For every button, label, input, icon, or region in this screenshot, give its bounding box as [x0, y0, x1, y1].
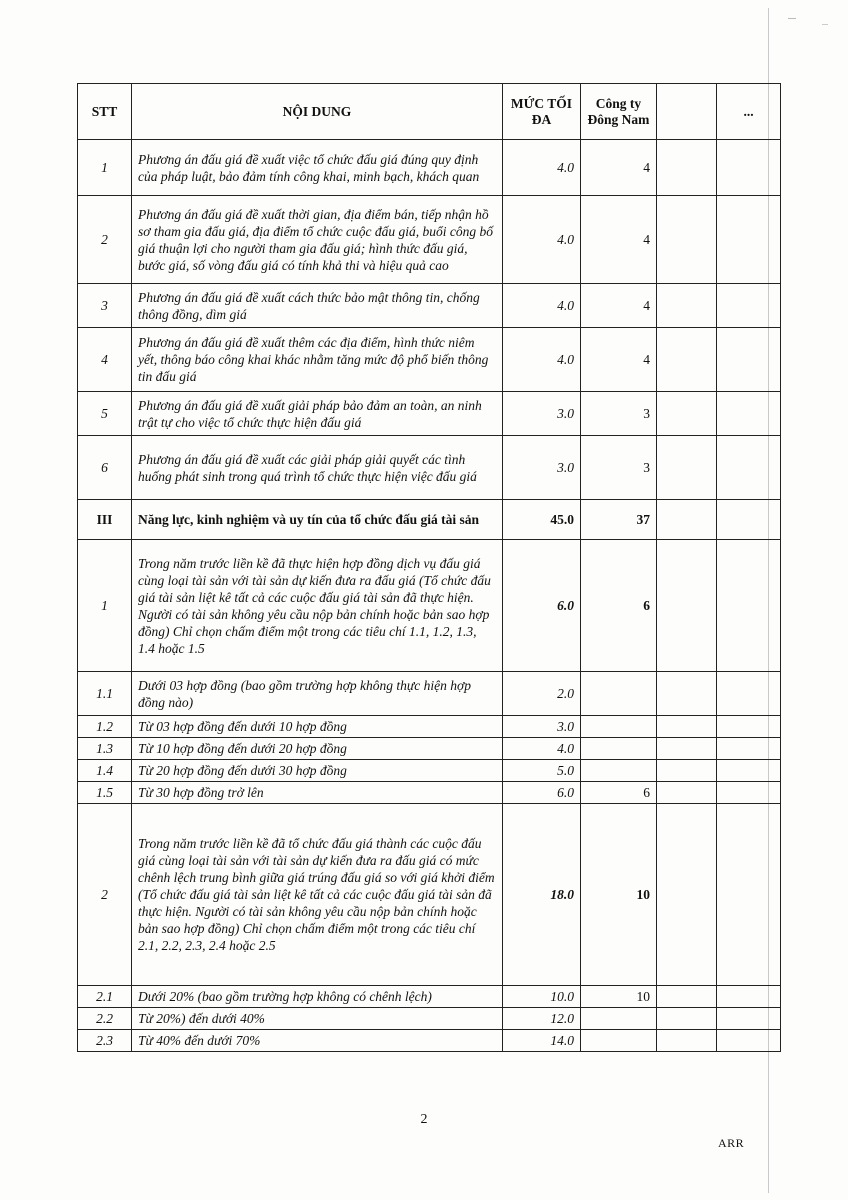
row-max-score: 14.0 [503, 1030, 581, 1052]
row-max-score: 12.0 [503, 1008, 581, 1030]
row-content: Từ 30 hợp đồng trở lên [132, 782, 503, 804]
table-row [78, 738, 781, 760]
table-row [78, 716, 781, 738]
row-number: 6 [78, 436, 132, 500]
table-row [78, 804, 781, 986]
row-company-score: 10 [581, 804, 657, 986]
row-number: 3 [78, 284, 132, 328]
table-header-row [78, 84, 781, 140]
row-blank-cell [717, 436, 781, 500]
row-blank-cell [717, 672, 781, 716]
row-blank-cell [717, 782, 781, 804]
row-blank-cell [657, 436, 717, 500]
row-number: 1.2 [78, 716, 132, 738]
header-blank [657, 84, 717, 140]
table-row [78, 1008, 781, 1030]
row-blank-cell [657, 672, 717, 716]
row-blank-cell [717, 1008, 781, 1030]
row-blank-cell [657, 284, 717, 328]
row-max-score: 45.0 [503, 500, 581, 540]
row-blank-cell [717, 986, 781, 1008]
row-max-score: 6.0 [503, 540, 581, 672]
footer-code: ARR [718, 1136, 745, 1150]
row-blank-cell [657, 716, 717, 738]
row-blank-cell [717, 284, 781, 328]
row-max-score: 4.0 [503, 328, 581, 392]
table-row [78, 196, 781, 284]
table-row [78, 284, 781, 328]
row-max-score: 4.0 [503, 284, 581, 328]
row-blank-cell [657, 392, 717, 436]
row-blank-cell [657, 196, 717, 284]
table-row [78, 392, 781, 436]
row-max-score: 3.0 [503, 436, 581, 500]
row-max-score: 4.0 [503, 140, 581, 196]
row-max-score: 3.0 [503, 716, 581, 738]
row-company-score: 10 [581, 986, 657, 1008]
table-row [78, 328, 781, 392]
row-content: Từ 40% đến dưới 70% [132, 1030, 503, 1052]
table-row [78, 760, 781, 782]
row-company-score [581, 760, 657, 782]
header-company: Công ty Đông Nam [581, 84, 657, 140]
row-content: Phương án đấu giá đề xuất các giải pháp giải quyết các tình huống phát sinh trong quá trình tổ chức thực hiện việc đấu giá [132, 436, 503, 500]
page-number: 2 [420, 1112, 428, 1127]
row-company-score: 4 [581, 284, 657, 328]
row-max-score: 5.0 [503, 760, 581, 782]
table-row [78, 540, 781, 672]
row-company-score [581, 672, 657, 716]
row-max-score: 10.0 [503, 986, 581, 1008]
row-content: Năng lực, kinh nghiệm và uy tín của tổ chức đấu giá tài sản [132, 500, 503, 540]
row-number: 1 [78, 540, 132, 672]
row-blank-cell [657, 738, 717, 760]
row-blank-cell [717, 140, 781, 196]
row-number: III [78, 500, 132, 540]
row-company-score: 6 [581, 782, 657, 804]
row-company-score: 37 [581, 500, 657, 540]
row-company-score [581, 738, 657, 760]
row-number: 1.5 [78, 782, 132, 804]
row-blank-cell [657, 500, 717, 540]
header-content: NỘI DUNG [132, 84, 503, 140]
row-content: Từ 10 hợp đồng đến dưới 20 hợp đồng [132, 738, 503, 760]
table-row [78, 672, 781, 716]
row-number: 1.3 [78, 738, 132, 760]
row-number: 2.1 [78, 986, 132, 1008]
row-content: Dưới 20% (bao gồm trường hợp không có chênh lệch) [132, 986, 503, 1008]
row-blank-cell [657, 760, 717, 782]
header-max: MỨC TỐI ĐA [503, 84, 581, 140]
row-blank-cell [717, 328, 781, 392]
row-content: Phương án đấu giá đề xuất thêm các địa điểm, hình thức niêm yết, thông báo công khai khác nhằm tăng mức độ phổ biến thông tin đấu giá [132, 328, 503, 392]
scan-mark [788, 18, 796, 19]
row-blank-cell [717, 738, 781, 760]
row-number: 1 [78, 140, 132, 196]
row-number: 1.1 [78, 672, 132, 716]
row-company-score: 6 [581, 540, 657, 672]
row-content: Trong năm trước liền kề đã tổ chức đấu giá thành các cuộc đấu giá cùng loại tài sản với tài sản dự kiến đưa ra đấu giá có mức chênh lệch trung bình giữa giá trúng đấu giá so với giá khởi điểm (Tổ chức đấu giá tài sản liệt kê tất cả các cuộc đấu giá tài sản đã thực hiện. Người có tài sản không yêu cầu nộp bản chính hoặc bản sao hợp đồng) Chỉ chọn chấm điểm một trong các tiêu chí 2.1, 2.2, 2.3, 2.4 hoặc 2.5 [132, 804, 503, 986]
row-blank-cell [717, 196, 781, 284]
row-number: 2.2 [78, 1008, 132, 1030]
row-blank-cell [717, 500, 781, 540]
row-company-score: 4 [581, 140, 657, 196]
row-max-score: 2.0 [503, 672, 581, 716]
row-max-score: 4.0 [503, 196, 581, 284]
row-max-score: 6.0 [503, 782, 581, 804]
row-content: Trong năm trước liền kề đã thực hiện hợp đồng dịch vụ đấu giá cùng loại tài sản với tài sản dự kiến đưa ra đấu giá (Tổ chức đấu giá tài sản liệt kê tất cả các cuộc đấu giá tài sản đã thực hiện. Người có tài sản không yêu cầu nộp bản chính hoặc bản sao hợp đồng) Chỉ chọn chấm điểm một trong các tiêu chí 1.1, 1.2, 1.3, 1.4 hoặc 1.5 [132, 540, 503, 672]
row-blank-cell [657, 782, 717, 804]
table-row [78, 436, 781, 500]
table-row [78, 1030, 781, 1052]
table-row [78, 782, 781, 804]
header-more: ... [717, 84, 781, 140]
row-blank-cell [657, 328, 717, 392]
row-company-score [581, 716, 657, 738]
scan-mark [822, 24, 828, 25]
table-row [78, 986, 781, 1008]
row-blank-cell [717, 540, 781, 672]
row-blank-cell [717, 760, 781, 782]
row-company-score: 4 [581, 328, 657, 392]
row-blank-cell [717, 392, 781, 436]
row-number: 2.3 [78, 1030, 132, 1052]
row-number: 2 [78, 196, 132, 284]
row-max-score: 18.0 [503, 804, 581, 986]
row-company-score: 4 [581, 196, 657, 284]
row-blank-cell [657, 804, 717, 986]
row-blank-cell [657, 1030, 717, 1052]
header-stt: STT [78, 84, 132, 140]
row-blank-cell [657, 986, 717, 1008]
row-content: Phương án đấu giá đề xuất cách thức bảo mật thông tin, chống thông đồng, dìm giá [132, 284, 503, 328]
row-blank-cell [657, 1008, 717, 1030]
row-blank-cell [717, 716, 781, 738]
row-max-score: 3.0 [503, 392, 581, 436]
row-company-score [581, 1030, 657, 1052]
row-company-score: 3 [581, 392, 657, 436]
row-company-score: 3 [581, 436, 657, 500]
row-content: Phương án đấu giá đề xuất thời gian, địa điểm bán, tiếp nhận hồ sơ tham gia đấu giá, địa điểm tổ chức cuộc đấu giá, buổi công bố giá thuận lợi cho người tham gia đấu giá; hình thức đấu giá, bước giá, số vòng đấu giá có tính khả thi và hiệu quả cao [132, 196, 503, 284]
row-blank-cell [717, 804, 781, 986]
row-number: 2 [78, 804, 132, 986]
section-row [78, 500, 781, 540]
row-content: Phương án đấu giá đề xuất giải pháp bảo đảm an toàn, an ninh trật tự cho việc tổ chức thực hiện đấu giá [132, 392, 503, 436]
row-blank-cell [657, 540, 717, 672]
row-content: Từ 03 hợp đồng đến dưới 10 hợp đồng [132, 716, 503, 738]
table-row [78, 140, 781, 196]
row-blank-cell [657, 140, 717, 196]
row-company-score [581, 1008, 657, 1030]
row-number: 4 [78, 328, 132, 392]
row-max-score: 4.0 [503, 738, 581, 760]
row-number: 1.4 [78, 760, 132, 782]
row-number: 5 [78, 392, 132, 436]
row-content: Từ 20%) đến dưới 40% [132, 1008, 503, 1030]
row-content: Dưới 03 hợp đồng (bao gồm trường hợp không thực hiện hợp đồng nào) [132, 672, 503, 716]
row-content: Phương án đấu giá đề xuất việc tổ chức đấu giá đúng quy định của pháp luật, bảo đảm tính công khai, minh bạch, khách quan [132, 140, 503, 196]
row-content: Từ 20 hợp đồng đến dưới 30 hợp đồng [132, 760, 503, 782]
row-blank-cell [717, 1030, 781, 1052]
scoring-table [77, 83, 781, 1052]
